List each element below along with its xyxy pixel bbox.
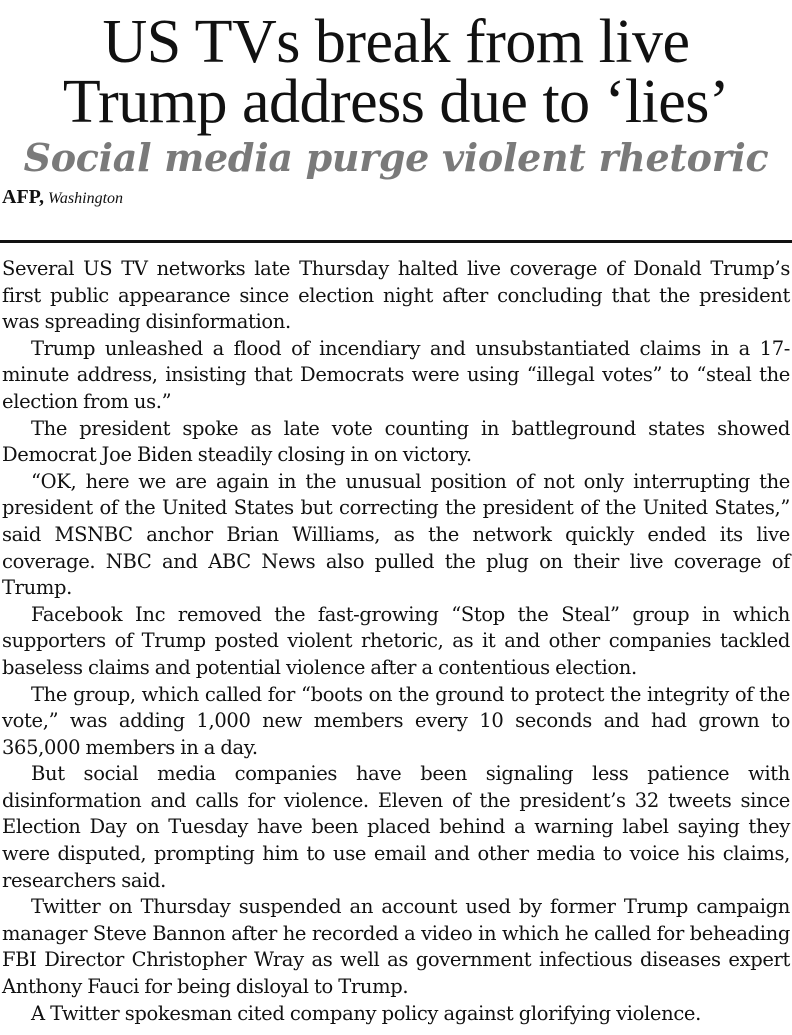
article-paragraph-5: Facebook Inc removed the fast-growing “Stop the Steal” group in which supporters of Trump posted violent rhetoric, as it and other companies tackled baseless claims and potential violence after a contentious election. [2, 602, 790, 679]
byline [2, 186, 792, 212]
headline-line-1: US TVs break from live [102, 8, 690, 76]
headline-line-2: Trump address due to ‘lies’ [62, 68, 730, 136]
subheadline: Social media purge violent rhetoric [23, 135, 769, 180]
article-paragraph-9: A Twitter spokesman cited company policy against glorifying violence. [31, 1001, 701, 1025]
article-paragraph-6: The group, which called for “boots on the ground to protect the integrity of the vote,” was adding 1,000 new members every 10 seconds and had grown to 365,000 members in a day. [2, 682, 790, 759]
byline-location: Washington [48, 190, 124, 207]
article-body [2, 256, 790, 1027]
byline-divider [0, 240, 792, 243]
article-paragraph-4: “OK, here we are again in the unusual position of not only interrupting the president of the United States but correcting the president of the United States,” said MSNBC anchor Brian Williams, as the network quickly ended its live coverage. NBC and ABC News also pulled the plug on their live coverage of Trump. [2, 469, 790, 600]
article-paragraph-1: Several US TV networks late Thursday halted live coverage of Donald Trump’s first public appearance since election night after concluding that the president was spreading disinformation. [2, 257, 790, 334]
headline [0, 0, 792, 136]
article-paragraph-8: Twitter on Thursday suspended an account used by former Trump campaign manager Steve Bannon after he recorded a video in which he called for beheading FBI Director Christopher Wray as well as government infectious diseases expert Anthony Fauci for being disloyal to Trump. [2, 895, 790, 999]
article-paragraph-3: The president spoke as late vote counting in battleground states showed Democrat Joe Biden steadily closing in on victory. [2, 416, 790, 467]
article-paragraph-7: But social media companies have been signaling less patience with disinformation and calls for violence. Eleven of the president’s 32 tweets since Election Day on Tuesday have been placed behind a warning label saying they were disputed, prompting him to use email and other media to voice his claims, researchers said. [2, 762, 790, 892]
article-paragraph-2: Trump unleashed a flood of incendiary and unsubstantiated claims in a 17-minute address, insisting that Democrats were using “illegal votes” to “steal the election from us.” [2, 336, 790, 413]
byline-agency: AFP, [2, 186, 45, 208]
